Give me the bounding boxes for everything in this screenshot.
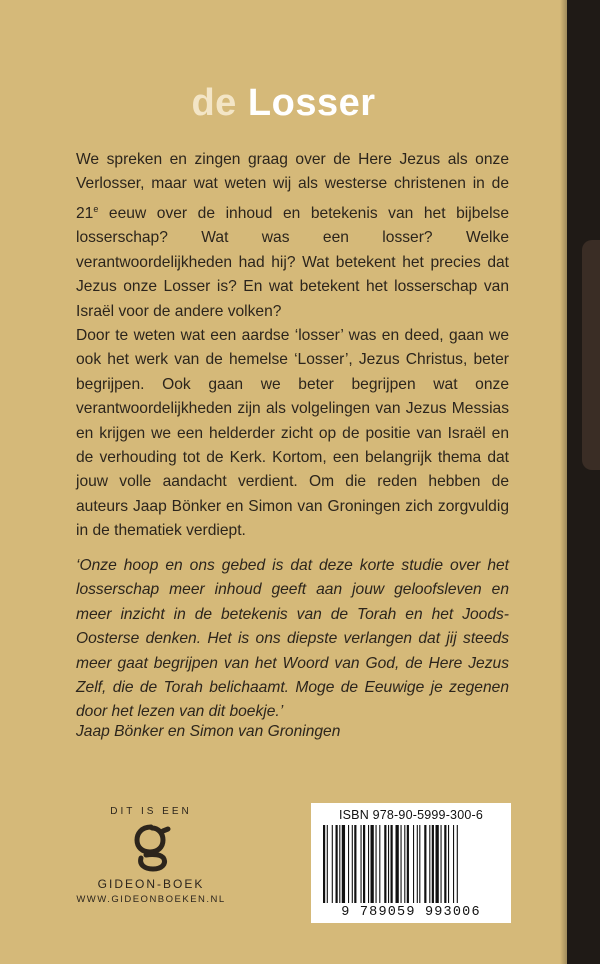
barcode-panel [311,803,511,923]
spine-shadow [560,0,567,964]
barcode-icon [321,825,501,905]
blurb-paragraph-2: Door te weten wat een aardse ‘losser’ was en deed, gaan we ook het werk van de hemelse ‘Losser’, Jezus Christus, beter begrijpen. Ook gaan we beter begrijpen wat onze verantwoordelijkheden zijn als volgelingen van Jezus Messias en krijgen we een helderder zicht op de positie van Israël en de verhouding tot de Kerk. Kortom, een belangrijk thema dat jouw volle aandacht verdient. Om die reden hebben de auteurs Jaap Bönker en Simon van Groningen zich zorgvuldig in de thematiek verdiept. [76,327,509,540]
title-main: Losser [247,82,376,124]
logo-tagline: DIT IS EEN [110,806,192,817]
isbn-text: ISBN 978-90-5999-300-6 [338,808,484,822]
book-spine [567,0,600,964]
author-names: Jaap Bönker en Simon van Groningen [76,723,341,740]
spine-figure [582,240,600,470]
blurb-paragraph-1 [76,148,509,324]
barcode-digits: 9 789059 993006 [341,905,481,920]
blurb-p1-end: eeuw over de inhoud en betekenis van het bijbelse losserschap? Wat was een losser? Welke verantwoordelijkheden had hij? Wat betekent het precies dat Jezus onze Losser is? En wat betekent het losserschap van Israël voor de andere volken? [76,205,509,320]
logo-website: WWW.GIDEONBOEKEN.NL [76,894,226,905]
book-title [0,82,567,125]
blurb-p1-start: We spreken en zingen graag over de Here Jezus als onze Verlosser, maar wat weten wij als westerse christenen in de 21 [76,151,509,222]
title-prefix: de [191,82,237,124]
publisher-logo [76,806,226,905]
ordinal-suffix: e [93,203,99,214]
quote-text: ‘Onze hoop en ons gebed is dat deze korte studie over het losserschap meer inhoud geeft aan jouw geloofsleven en meer inzicht in de betekenis van de Torah en het Joods-Oosterse denken. Het is ons diepste verlangen dat jij steeds meer gaat begrijpen van het Woord van God, de Here Jezus Zelf, die de Torah belichaamt. Moge de Eeuwige je zegenen door het lezen van dit boekje.’ [76,557,509,721]
author-quote [76,554,509,725]
blurb-text [76,148,509,544]
g-logo-icon [131,821,171,873]
logo-brand: GIDEON-BOEK [97,877,205,891]
